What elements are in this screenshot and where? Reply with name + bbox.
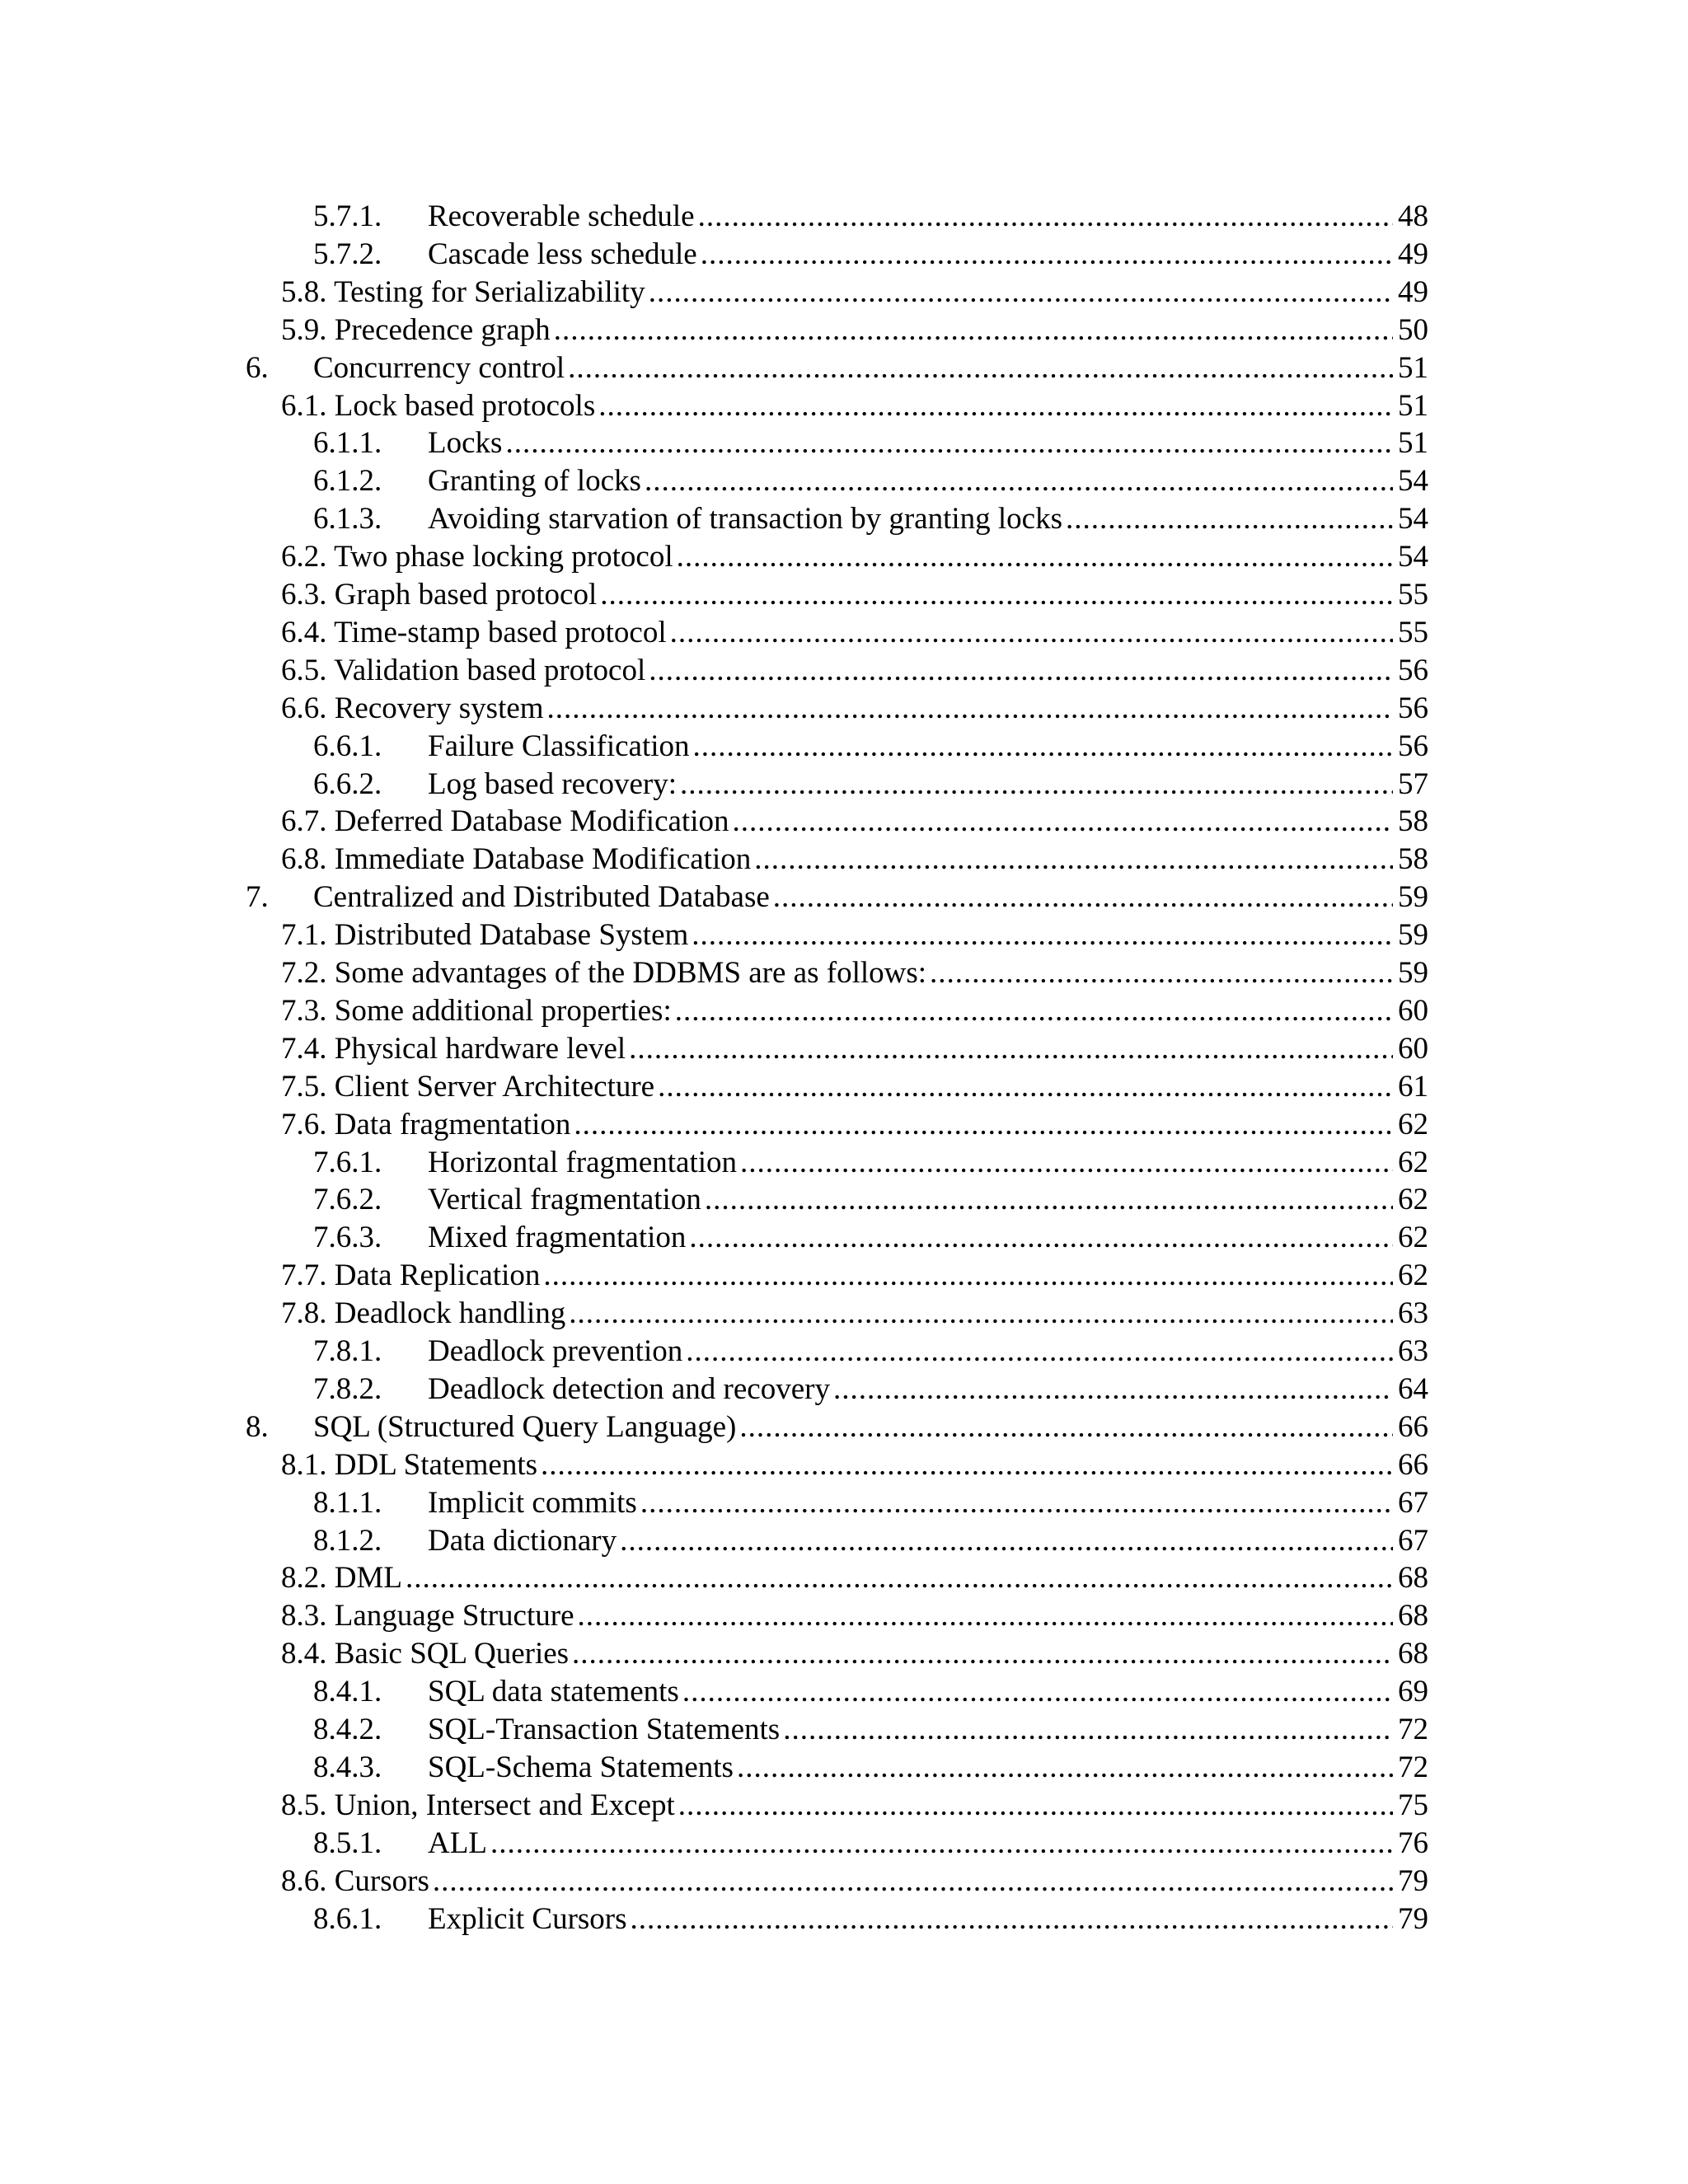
toc-entry-title: Explicit Cursors (428, 1901, 627, 1936)
toc-entry-page-number: 56 (1398, 729, 1428, 763)
toc-entry-number: 7.7. (281, 1258, 327, 1293)
dot-leader (406, 1559, 1393, 1597)
dot-leader (568, 349, 1393, 387)
toc-entry-page-number: 62 (1398, 1221, 1428, 1255)
toc-entry-title: Deferred Database Modification (334, 804, 729, 839)
dot-leader (693, 728, 1393, 766)
dot-leader (686, 1333, 1393, 1371)
toc-entry[interactable] (313, 1900, 1428, 1938)
toc-entry[interactable] (313, 1749, 1428, 1787)
toc-entry-title: DML (334, 1561, 402, 1596)
toc-entry-page-number: 48 (1398, 199, 1428, 233)
toc-entry-page-number: 51 (1398, 350, 1428, 385)
toc-entry-title: Cursors (334, 1863, 429, 1898)
dot-leader (543, 1257, 1393, 1295)
toc-entry-number: 5.7.2. (313, 237, 382, 271)
toc-entry-title: Horizontal fragmentation (428, 1145, 738, 1179)
toc-entry-number: 6.7. (281, 804, 327, 839)
toc-entry[interactable] (246, 1408, 1428, 1446)
toc-entry-page-number: 62 (1398, 1258, 1428, 1293)
dot-leader (701, 236, 1393, 274)
dot-leader (649, 274, 1393, 312)
toc-entry-title: Concurrency control (313, 350, 565, 385)
toc-entry-title: Union, Intersect and Except (334, 1788, 675, 1822)
toc-entry-number: 8.2. (281, 1561, 327, 1596)
toc-entry[interactable] (281, 916, 1428, 954)
toc-entry-number: 7.6.3. (313, 1221, 382, 1255)
toc-entry[interactable] (281, 1597, 1428, 1635)
toc-entry-number: 7.8.1. (313, 1334, 382, 1368)
toc-entry-number: 8.4. (281, 1637, 327, 1671)
toc-entry-number: 8.4.1. (313, 1675, 382, 1709)
dot-leader (600, 576, 1393, 614)
dot-leader (740, 1144, 1393, 1182)
toc-entry[interactable] (313, 1484, 1428, 1522)
dot-leader (773, 879, 1393, 916)
toc-entry-number: 7.6.1. (313, 1145, 382, 1179)
toc-entry-number: 8. (246, 1409, 269, 1444)
toc-entry-title: Basic SQL Queries (334, 1637, 570, 1671)
dot-leader (578, 1597, 1394, 1635)
toc-entry-page-number: 79 (1398, 1901, 1428, 1936)
dot-leader (677, 538, 1393, 576)
toc-entry[interactable] (313, 462, 1428, 500)
toc-entry-page-number: 49 (1398, 237, 1428, 271)
toc-entry-title: Immediate Database Modification (334, 842, 752, 877)
dot-leader (698, 198, 1393, 236)
toc-entry-title: Physical hardware level (334, 1031, 626, 1066)
toc-entry-page-number: 56 (1398, 691, 1428, 725)
toc-entry-number: 7.3. (281, 993, 327, 1028)
toc-entry-title: SQL (Structured Query Language) (313, 1409, 737, 1444)
toc-entry-title: Deadlock prevention (428, 1334, 683, 1368)
toc-entry-number: 7.4. (281, 1031, 327, 1066)
toc-entry[interactable] (281, 1068, 1428, 1106)
dot-leader (598, 387, 1393, 425)
toc-entry-page-number: 68 (1398, 1561, 1428, 1596)
toc-entry-title: Locks (428, 426, 503, 461)
toc-entry-title: SQL data statements (428, 1675, 679, 1709)
dot-leader (930, 954, 1393, 992)
toc-entry-title: Log based recovery: (428, 766, 678, 801)
dot-leader (670, 614, 1393, 652)
toc-entry-title: Centralized and Distributed Database (313, 880, 770, 915)
toc-entry-number: 7.6.2. (313, 1183, 382, 1217)
toc-entry-page-number: 50 (1398, 312, 1428, 347)
toc-entry[interactable] (281, 841, 1428, 879)
toc-entry[interactable] (246, 879, 1428, 916)
toc-entry-number: 8.1.2. (313, 1523, 382, 1558)
toc-entry[interactable] (313, 424, 1428, 462)
toc-entry-page-number: 63 (1398, 1296, 1428, 1331)
toc-entry-title: Validation based protocol (334, 653, 646, 687)
toc-entry-number: 6.6.1. (313, 729, 382, 763)
toc-entry-number: 6.6.2. (313, 766, 382, 801)
toc-entry-page-number: 63 (1398, 1334, 1428, 1368)
toc-entry[interactable] (281, 387, 1428, 425)
toc-entry-number: 6.3. (281, 578, 327, 612)
toc-entry-page-number: 59 (1398, 956, 1428, 990)
toc-entry-title: Failure Classification (428, 729, 690, 763)
dot-leader (1066, 500, 1393, 538)
toc-entry[interactable] (281, 1106, 1428, 1144)
toc-entry-title: SQL-Schema Statements (428, 1750, 734, 1784)
toc-entry-page-number: 58 (1398, 842, 1428, 877)
toc-entry-page-number: 68 (1398, 1637, 1428, 1671)
toc-entry[interactable] (281, 1635, 1428, 1673)
toc-entry-page-number: 64 (1398, 1371, 1428, 1406)
toc-entry-number: 6.4. (281, 615, 327, 649)
toc-entry-number: 6.6. (281, 691, 327, 725)
toc-entry[interactable] (246, 349, 1428, 387)
toc-entry-page-number: 62 (1398, 1107, 1428, 1141)
toc-entry-page-number: 60 (1398, 1031, 1428, 1066)
dot-leader (754, 841, 1393, 879)
dot-leader (737, 1749, 1393, 1787)
toc-entry-number: 5.9. (281, 312, 327, 347)
toc-entry-page-number: 67 (1398, 1485, 1428, 1520)
toc-entry-number: 7.8. (281, 1296, 327, 1331)
toc-entry-title: Mixed fragmentation (428, 1221, 687, 1255)
toc-entry[interactable] (313, 236, 1428, 274)
dot-leader (705, 1181, 1393, 1219)
toc-entry-title: Some advantages of the DDBMS are as follows: (334, 956, 927, 990)
toc-entry-page-number: 67 (1398, 1523, 1428, 1558)
toc-entry-title: Granting of locks (428, 464, 641, 499)
dot-leader (631, 1900, 1393, 1938)
dot-leader (645, 462, 1393, 500)
toc-entry-title: Graph based protocol (334, 578, 598, 612)
toc-entry-number: 8.5.1. (313, 1825, 382, 1860)
toc-entry-page-number: 54 (1398, 502, 1428, 537)
toc-entry-number: 8.6.1. (313, 1901, 382, 1936)
toc-entry[interactable] (313, 1673, 1428, 1711)
dot-leader (680, 766, 1393, 804)
dot-leader (569, 1295, 1393, 1333)
toc-entry[interactable] (281, 312, 1428, 349)
toc-entry-number: 8.4.2. (313, 1713, 382, 1746)
dot-leader (678, 1787, 1393, 1825)
dot-leader (682, 1673, 1393, 1711)
toc-entry-number: 6.1.1. (313, 426, 382, 461)
toc-entry-page-number: 62 (1398, 1145, 1428, 1179)
toc-entry-number: 8.3. (281, 1599, 327, 1633)
toc-entry-page-number: 49 (1398, 274, 1428, 309)
toc-entry[interactable] (313, 1371, 1428, 1408)
toc-entry-page-number: 55 (1398, 578, 1428, 612)
toc-entry[interactable] (313, 766, 1428, 804)
toc-entry[interactable] (281, 992, 1428, 1030)
toc-entry[interactable] (313, 1333, 1428, 1371)
dot-leader (620, 1522, 1393, 1560)
toc-entry-title: Precedence graph (334, 312, 551, 347)
toc-entry-title: Language Structure (334, 1599, 574, 1633)
dot-leader (783, 1711, 1393, 1749)
toc-entry-page-number: 57 (1398, 766, 1428, 801)
toc-entry-title: Deadlock handling (334, 1296, 566, 1331)
toc-entry[interactable] (281, 803, 1428, 841)
toc-entry[interactable] (281, 1295, 1428, 1333)
toc-entry-title: Recovery system (334, 691, 544, 725)
toc-entry-title: Some additional properties: (334, 993, 672, 1028)
toc-entry-page-number: 72 (1398, 1713, 1428, 1746)
toc-entry-number: 5.7.1. (313, 199, 382, 233)
toc-entry-page-number: 54 (1398, 464, 1428, 499)
toc-entry-page-number: 51 (1398, 388, 1428, 423)
toc-entry-page-number: 66 (1398, 1447, 1428, 1482)
toc-entry-title: Data Replication (334, 1258, 541, 1293)
toc-entry[interactable] (281, 1030, 1428, 1068)
toc-entry[interactable] (281, 538, 1428, 576)
toc-entry[interactable] (281, 1787, 1428, 1825)
dot-leader (689, 1219, 1393, 1257)
toc-entry-number: 8.1.1. (313, 1485, 382, 1520)
toc-entry-number: 6.5. (281, 653, 327, 687)
toc-entry-page-number: 58 (1398, 804, 1428, 839)
toc-entry-title: Cascade less schedule (428, 237, 697, 271)
toc-entry-title: Data dictionary (428, 1523, 617, 1558)
dot-leader (629, 1030, 1393, 1068)
toc-entry-number: 7.5. (281, 1069, 327, 1104)
toc-entry-page-number: 51 (1398, 426, 1428, 461)
toc-entry[interactable] (281, 1446, 1428, 1484)
dot-leader (490, 1825, 1393, 1863)
toc-entry[interactable] (313, 198, 1428, 236)
toc-entry-page-number: 66 (1398, 1409, 1428, 1444)
dot-leader (692, 916, 1393, 954)
toc-entry-title: DDL Statements (334, 1447, 538, 1482)
toc-entry[interactable] (313, 1522, 1428, 1560)
toc-entry-page-number: 60 (1398, 993, 1428, 1028)
toc-entry-page-number: 59 (1398, 918, 1428, 953)
toc-entry-page-number: 54 (1398, 540, 1428, 574)
toc-entry-number: 6.8. (281, 842, 327, 877)
toc-entry-page-number: 69 (1398, 1675, 1428, 1709)
dot-leader (658, 1068, 1393, 1106)
toc-entry[interactable] (281, 576, 1428, 614)
toc-entry-number: 6.1.2. (313, 464, 382, 499)
toc-entry[interactable] (313, 1219, 1428, 1257)
toc-entry-number: 5.8. (281, 274, 327, 309)
dot-leader (554, 312, 1393, 349)
dot-leader (732, 803, 1393, 841)
dot-leader (505, 424, 1393, 462)
toc-entry-title: Two phase locking protocol (334, 540, 673, 574)
toc-entry-page-number: 76 (1398, 1825, 1428, 1860)
dot-leader (433, 1863, 1393, 1900)
toc-entry-page-number: 72 (1398, 1750, 1428, 1784)
toc-entry-page-number: 56 (1398, 653, 1428, 687)
toc-entry[interactable] (281, 1559, 1428, 1597)
toc-entry-number: 8.6. (281, 1863, 327, 1898)
toc-entry-title: Lock based protocols (334, 388, 596, 423)
toc-entry[interactable] (313, 1181, 1428, 1219)
toc-entry-number: 8.4.3. (313, 1750, 382, 1784)
toc-entry[interactable] (313, 500, 1428, 538)
toc-entry-page-number: 79 (1398, 1863, 1428, 1898)
dot-leader (572, 1635, 1393, 1673)
toc-entry-page-number: 59 (1398, 880, 1428, 915)
toc-entry-page-number: 68 (1398, 1599, 1428, 1633)
dot-leader (640, 1484, 1393, 1522)
toc-entry-title: Data fragmentation (334, 1107, 571, 1141)
toc-entry-title: Recoverable schedule (428, 199, 695, 233)
toc-entry[interactable] (313, 1825, 1428, 1863)
toc-entry-number: 7.1. (281, 918, 327, 953)
toc-entry[interactable] (281, 954, 1428, 992)
dot-leader (574, 1106, 1393, 1144)
toc-entry-page-number: 61 (1398, 1069, 1428, 1104)
toc-entry[interactable] (281, 614, 1428, 652)
toc-entry-number: 7. (246, 880, 269, 915)
toc-entry[interactable] (281, 1863, 1428, 1900)
toc-entry-number: 7.8.2. (313, 1371, 382, 1406)
toc-entry-number: 8.5. (281, 1788, 327, 1822)
toc-entry-number: 6.2. (281, 540, 327, 574)
toc-entry-title: Distributed Database System (334, 918, 689, 953)
toc-entry-title: ALL (428, 1825, 487, 1860)
toc-entry-number: 6.1. (281, 388, 327, 423)
toc-entry-title: Deadlock detection and recovery (428, 1371, 830, 1406)
dot-leader (675, 992, 1393, 1030)
toc-entry[interactable] (313, 1711, 1428, 1749)
toc-entry-title: Implicit commits (428, 1485, 637, 1520)
toc-entry-number: 7.2. (281, 956, 327, 990)
toc-entry-title: Time-stamp based protocol (334, 615, 667, 649)
toc-entry-title: SQL-Transaction Statements (428, 1713, 781, 1746)
toc-entry-title: Vertical fragmentation (428, 1183, 701, 1217)
toc-entry-title: Testing for Serializability (334, 274, 645, 309)
dot-leader (547, 690, 1393, 728)
toc-entry[interactable] (281, 274, 1428, 312)
toc-entry[interactable] (313, 728, 1428, 766)
toc-entry-number: 7.6. (281, 1107, 327, 1141)
toc-entry[interactable] (281, 652, 1428, 690)
dot-leader (739, 1408, 1393, 1446)
toc-entry-page-number: 75 (1398, 1788, 1428, 1822)
toc-entry-title: Client Server Architecture (334, 1069, 655, 1104)
dot-leader (541, 1446, 1393, 1484)
dot-leader (833, 1371, 1393, 1408)
dot-leader (649, 652, 1393, 690)
toc-entry-number: 6.1.3. (313, 502, 382, 537)
toc-entry-title: Avoiding starvation of transaction by granting locks (428, 502, 1062, 537)
toc-entry-number: 6. (246, 350, 269, 385)
toc-entry[interactable] (313, 1144, 1428, 1182)
toc-entry-page-number: 55 (1398, 615, 1428, 649)
toc-entry-number: 8.1. (281, 1447, 327, 1482)
toc-entry[interactable] (281, 1257, 1428, 1295)
toc-entry[interactable] (281, 690, 1428, 728)
toc-entry-page-number: 62 (1398, 1183, 1428, 1217)
